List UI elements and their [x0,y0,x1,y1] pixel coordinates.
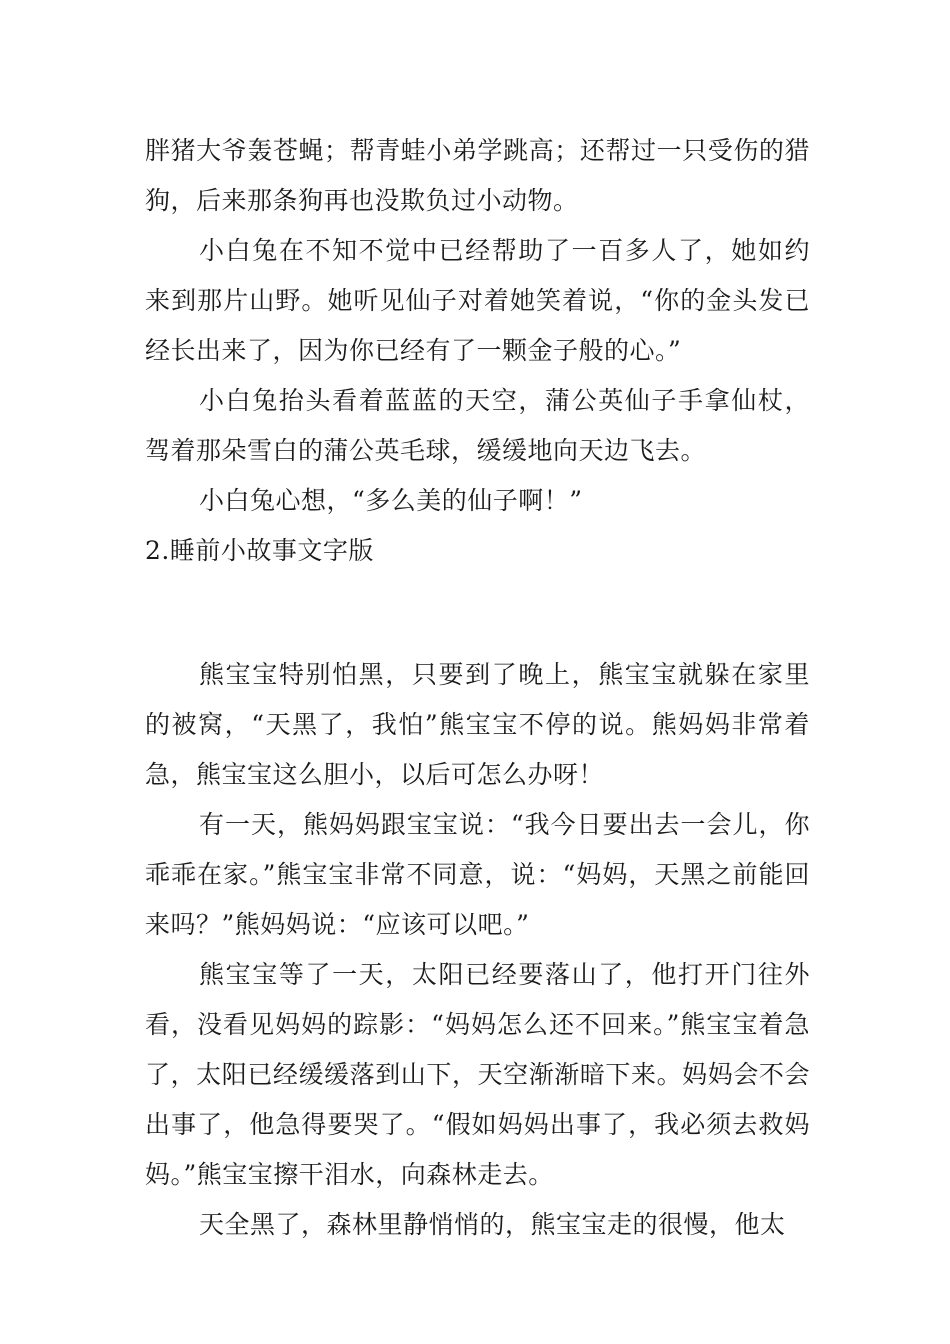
paragraph-dark-forest: 天全黑了，森林里静悄悄的，熊宝宝走的很慢，他太 [199,1210,786,1239]
section-1-body [145,126,810,1250]
paragraph-continuation: 胖猪大爷轰苍蝇；帮青蛙小弟学跳高；还帮过一只受伤的猎狗，后来那条狗再也没欺负过小动物。 [145,136,810,215]
paragraph-mom-goes-out: 有一天，熊妈妈跟宝宝说：“我今日要出去一会儿，你乖乖在家。”熊宝宝非常不同意，说：“妈妈，天黑之前能回来吗？”熊妈妈说：“应该可以吧。” [145,810,810,939]
paragraph-golden-hair: 小白兔在不知不觉中已经帮助了一百多人了，她如约来到那片山野。她听见仙子对着她笑着说，“你的金头发已经长出来了，因为你已经有了一颗金子般的心。” [145,236,810,365]
paragraph-fairy-flies: 小白兔抬头看着蓝蓝的天空，蒲公英仙子手拿仙杖，驾着那朵雪白的蒲公英毛球，缓缓地向天边飞去。 [145,386,810,465]
paragraph-afraid-of-dark: 熊宝宝特别怕黑，只要到了晚上，熊宝宝就躲在家里的被窝，“天黑了，我怕”熊宝宝不停的说。熊妈妈非常着急，熊宝宝这么胆小，以后可怎么办呀！ [145,660,810,789]
paragraph-waiting: 熊宝宝等了一天，太阳已经要落山了，他打开门往外看，没看见妈妈的踪影：“妈妈怎么还不回来。”熊宝宝着急了，太阳已经缓缓落到山下，天空渐渐暗下来。妈妈会不会出事了，他急得要哭了。“假如妈妈出事了，我必须去救妈妈。”熊宝宝擦干泪水，向森林走去。 [145,960,810,1189]
section-2-heading: 2.睡前小故事文字版 [145,536,374,565]
blank-line [145,576,810,626]
paragraph-rabbit-thinks: 小白兔心想，“多么美的仙子啊！” [199,486,583,515]
